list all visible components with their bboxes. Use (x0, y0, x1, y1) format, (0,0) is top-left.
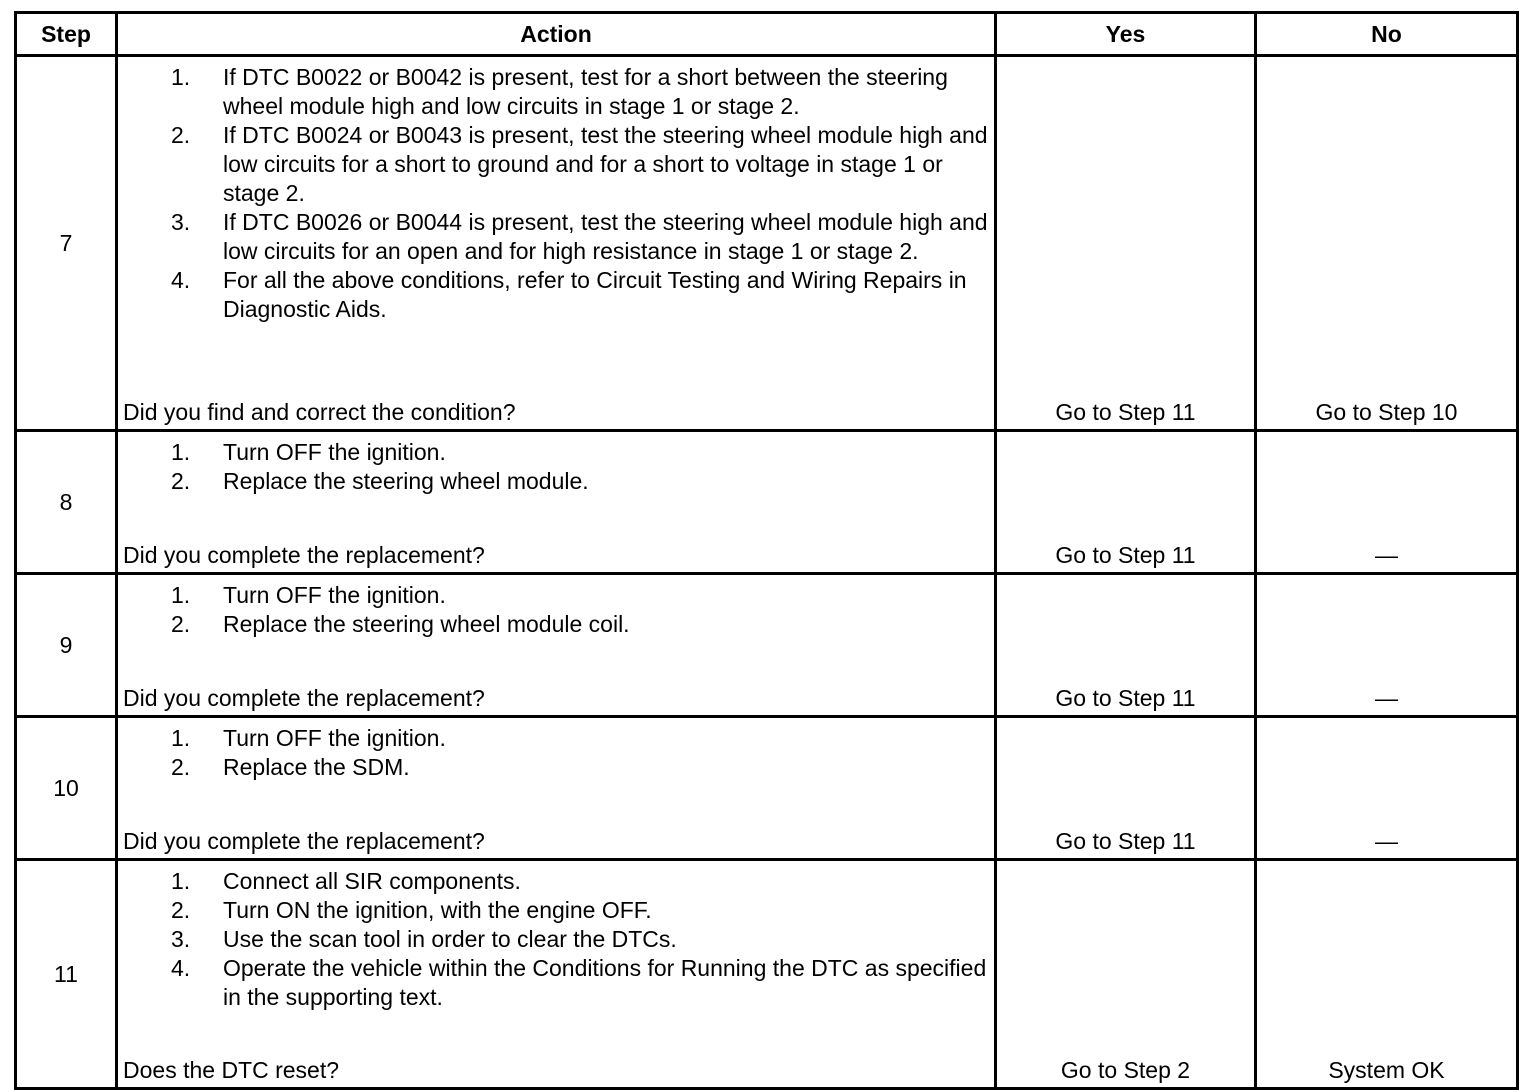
item-text: If DTC B0024 or B0043 is present, test the steering wheel module high and low circuits for a short to ground and for a short to voltage in stage 1 or stage 2. (223, 122, 988, 206)
item-number: 3. (171, 926, 191, 952)
item-text: Turn OFF the ignition. (223, 725, 446, 751)
item-text: Replace the steering wheel module coil. (223, 611, 630, 637)
table-row (16, 56, 1518, 431)
step-number: 10 (16, 717, 117, 860)
item-number: 2. (171, 468, 191, 494)
item-text: Use the scan tool in order to clear the DTCs. (223, 926, 677, 952)
action-cell (117, 574, 996, 717)
action-cell (117, 717, 996, 860)
question-text: Does the DTC reset? (123, 1057, 340, 1083)
item-number: 4. (171, 267, 191, 293)
item-number: 1. (171, 64, 191, 90)
table-row (16, 574, 1518, 717)
yes-result: Go to Step 11 (996, 56, 1256, 431)
list-item (123, 867, 990, 896)
action-list (123, 438, 990, 496)
item-text: Connect all SIR components. (223, 868, 521, 894)
list-item (123, 63, 990, 121)
list-item (123, 121, 990, 208)
action-list (123, 63, 990, 324)
diagnostic-table (14, 11, 1519, 1090)
item-text: If DTC B0022 or B0042 is present, test for a short between the steering wheel module high and low circuits in stage 1 or stage 2. (223, 64, 948, 119)
no-result: Go to Step 10 (1256, 56, 1518, 431)
table-row (16, 717, 1518, 860)
item-text: Turn OFF the ignition. (223, 439, 446, 465)
header-step: Step (16, 13, 117, 56)
action-list (123, 867, 990, 1012)
item-number: 1. (171, 582, 191, 608)
item-text: Replace the steering wheel module. (223, 468, 589, 494)
item-number: 1. (171, 725, 191, 751)
list-item (123, 925, 990, 954)
list-item (123, 610, 990, 639)
header-row (16, 13, 1518, 56)
item-number: 2. (171, 611, 191, 637)
header-no: No (1256, 13, 1518, 56)
item-text: For all the above conditions, refer to Circuit Testing and Wiring Repairs in Diagnostic Aids. (223, 267, 967, 322)
item-text: Replace the SDM. (223, 754, 410, 780)
header-action: Action (117, 13, 996, 56)
item-number: 1. (171, 868, 191, 894)
list-item (123, 896, 990, 925)
no-result: — (1256, 717, 1518, 860)
yes-result: Go to Step 11 (996, 717, 1256, 860)
list-item (123, 753, 990, 782)
action-list (123, 724, 990, 782)
table-row (16, 431, 1518, 574)
no-result: System OK (1256, 860, 1518, 1089)
step-number: 11 (16, 860, 117, 1089)
list-item (123, 581, 990, 610)
yes-result: Go to Step 2 (996, 860, 1256, 1089)
question-text: Did you find and correct the condition? (123, 399, 516, 425)
item-number: 2. (171, 122, 191, 148)
action-cell (117, 56, 996, 431)
header-yes: Yes (996, 13, 1256, 56)
action-cell (117, 431, 996, 574)
table-row (16, 860, 1518, 1089)
list-item (123, 954, 990, 1012)
item-number: 2. (171, 897, 191, 923)
step-number: 8 (16, 431, 117, 574)
item-number: 2. (171, 754, 191, 780)
item-text: Turn ON the ignition, with the engine OFF. (223, 897, 652, 923)
list-item (123, 208, 990, 266)
yes-result: Go to Step 11 (996, 431, 1256, 574)
step-number: 9 (16, 574, 117, 717)
step-number: 7 (16, 56, 117, 431)
yes-result: Go to Step 11 (996, 574, 1256, 717)
list-item (123, 438, 990, 467)
question-text: Did you complete the replacement? (123, 828, 485, 854)
item-text: If DTC B0026 or B0044 is present, test the steering wheel module high and low circuits for an open and for high resistance in stage 1 or stage 2. (223, 209, 988, 264)
item-text: Turn OFF the ignition. (223, 582, 446, 608)
list-item (123, 467, 990, 496)
no-result: — (1256, 574, 1518, 717)
action-cell (117, 860, 996, 1089)
list-item (123, 266, 990, 324)
action-list (123, 581, 990, 639)
item-number: 4. (171, 955, 191, 981)
item-number: 1. (171, 439, 191, 465)
list-item (123, 724, 990, 753)
item-text: Operate the vehicle within the Conditions for Running the DTC as specified in the supporting text. (223, 955, 987, 1010)
item-number: 3. (171, 209, 191, 235)
question-text: Did you complete the replacement? (123, 685, 485, 711)
no-result: — (1256, 431, 1518, 574)
question-text: Did you complete the replacement? (123, 542, 485, 568)
